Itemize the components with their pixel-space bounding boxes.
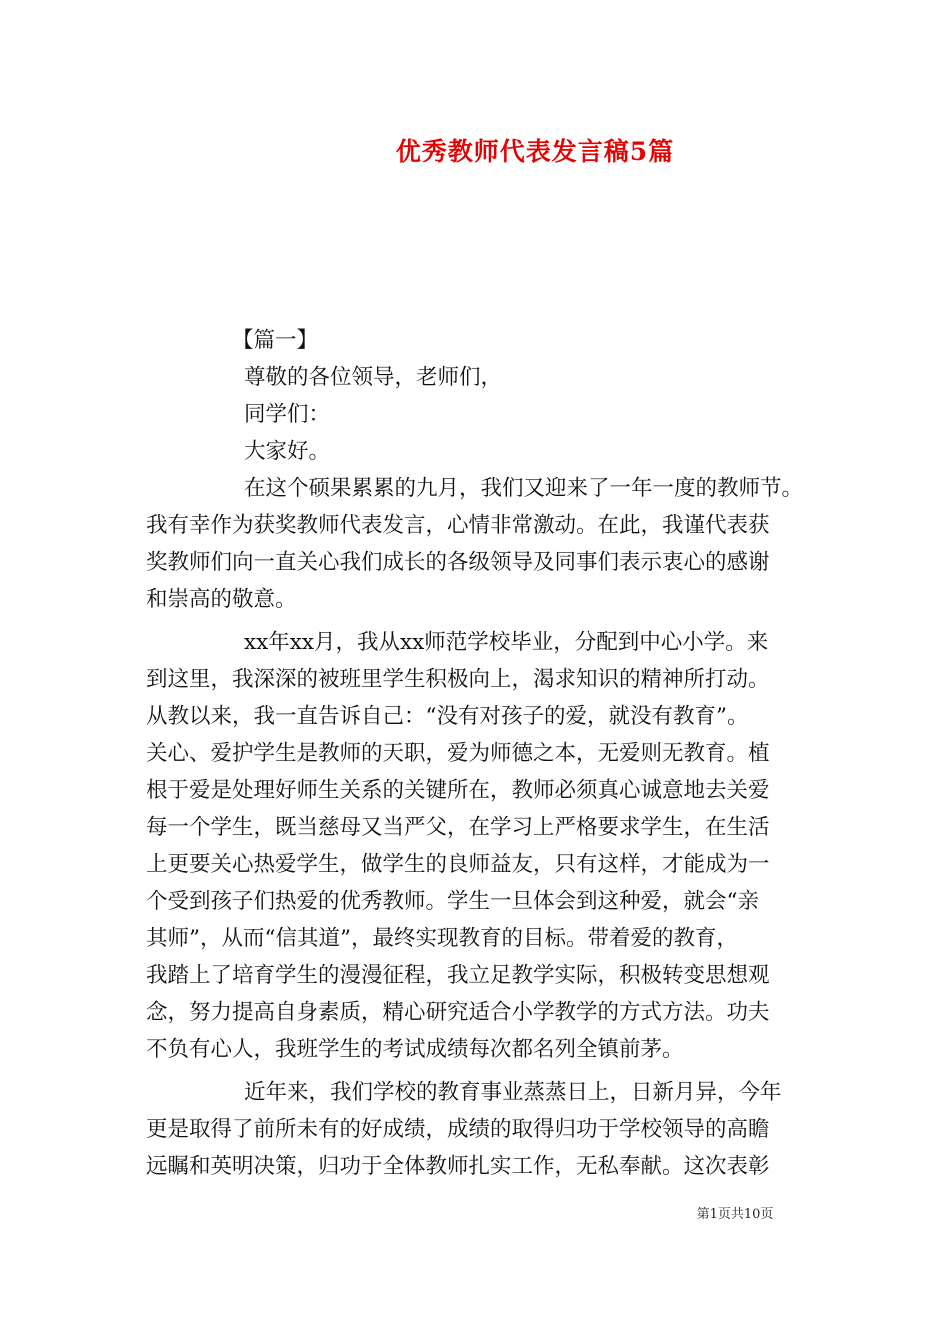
page-number-footer: 第1页共10页 bbox=[696, 1207, 774, 1222]
para2-line: 每一个学生，既当慈母又当严父，在学习上严格要求学生，在生活 bbox=[146, 815, 770, 840]
para3-line: 更是取得了前所未有的好成绩，成绩的取得归功于学校领导的高瞻 bbox=[146, 1117, 770, 1142]
para2-line: 到这里，我深深的被班里学生积极向上，渴求知识的精神所打动。 bbox=[146, 667, 770, 692]
para3-line: 近年来，我们学校的教育事业蒸蒸日上，日新月异，今年 bbox=[244, 1080, 782, 1105]
section-label: 【篇一】 bbox=[232, 328, 319, 353]
para2-line: 念，努力提高自身素质，精心研究适合小学教学的方式方法。功夫 bbox=[146, 1000, 770, 1025]
para1-line: 奖教师们向一直关心我们成长的各级领导及同事们表示衷心的感谢 bbox=[146, 550, 770, 575]
para1-line: 我有幸作为获奖教师代表发言，心情非常激动。在此，我谨代表获 bbox=[146, 513, 770, 538]
para2-line: 我踏上了培育学生的漫漫征程，我立足教学实际，积极转变思想观 bbox=[146, 963, 770, 988]
greeting-line: 尊敬的各位领导，老师们， bbox=[244, 365, 503, 390]
document-body bbox=[146, 322, 808, 1185]
document-title: 优秀教师代表发言稿5篇 bbox=[395, 137, 675, 166]
para1-line: 在这个硕果累累的九月，我们又迎来了一年一度的教师节。 bbox=[244, 476, 804, 501]
para2-line: 其师”，从而“信其道”，最终实现教育的目标。带着爱的教育， bbox=[146, 926, 738, 951]
para2-line: 上更要关心热爱学生，做学生的良师益友，只有这样，才能成为一 bbox=[146, 852, 770, 877]
greeting-line: 大家好。 bbox=[244, 439, 331, 464]
para2-line: 根于爱是处理好师生关系的关键所在，教师必须真心诚意地去关爱 bbox=[146, 778, 770, 803]
para2-line: 从教以来，我一直告诉自己：“没有对孩子的爱，就没有教育”。 bbox=[146, 704, 749, 729]
para1-line: 和崇高的敬意。 bbox=[146, 587, 297, 612]
para2-line: 不负有心人，我班学生的考试成绩每次都名列全镇前茅。 bbox=[146, 1037, 684, 1062]
para2-line: 个受到孩子们热爱的优秀教师。学生一旦体会到这种爱，就会“亲 bbox=[146, 889, 759, 914]
para2-line: xx年xx月，我从xx师范学校毕业，分配到中心小学。来 bbox=[244, 630, 769, 655]
para2-line: 关心、爱护学生是教师的天职，爱为师德之本，无爱则无教育。植 bbox=[146, 741, 770, 766]
greeting-line: 同学们： bbox=[244, 402, 331, 427]
para3-line: 远瞩和英明决策，归功于全体教师扎实工作，无私奉献。这次表彰 bbox=[146, 1154, 770, 1179]
